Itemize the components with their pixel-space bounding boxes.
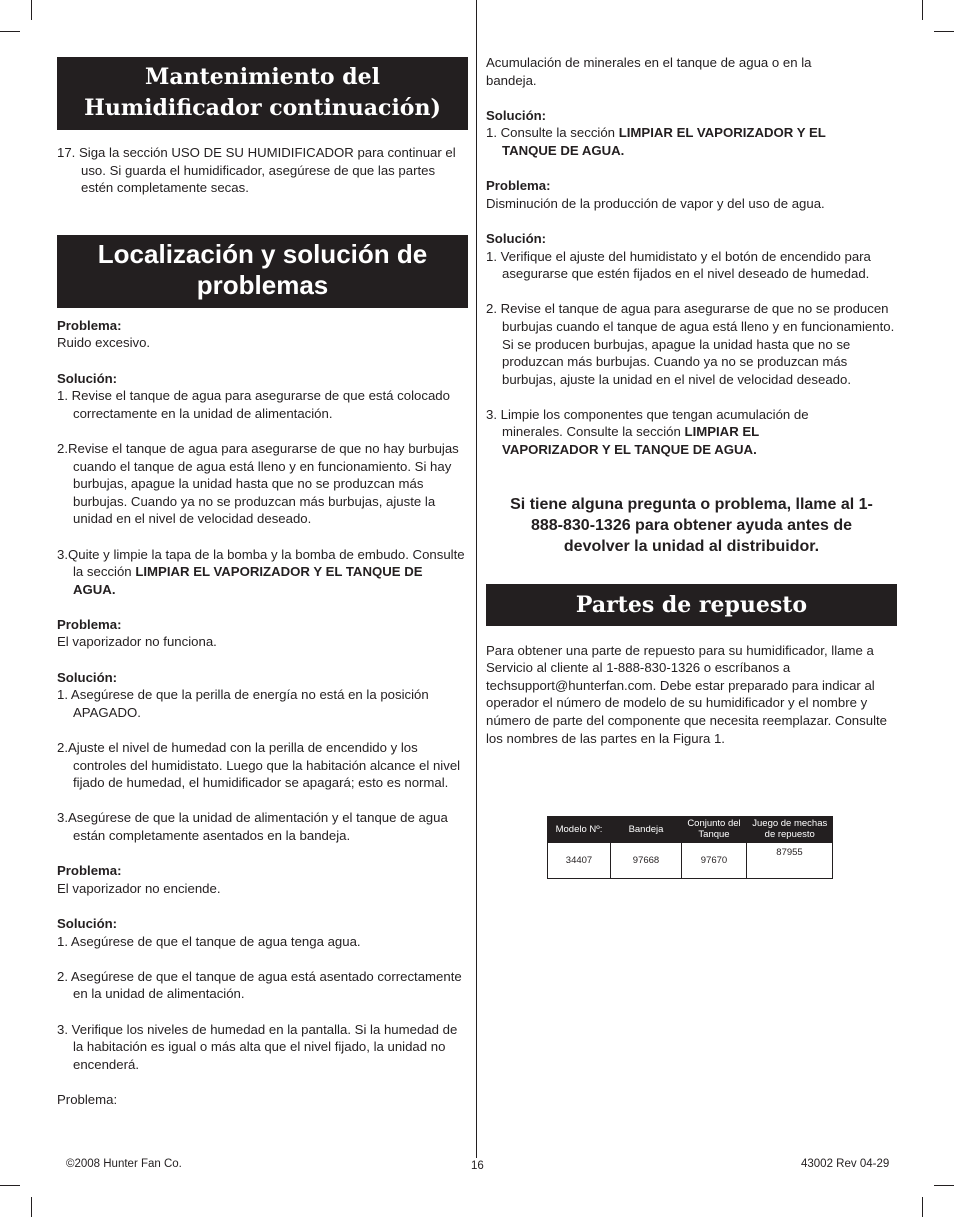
step-17: 17. Siga la sección USO DE SU HUMIDIFICADOR para continuar el uso. Si guarda el humidificador, asegúrese de que las partes estén completamente secas.	[57, 145, 456, 196]
table-header: Bandeja	[611, 816, 682, 843]
support-call-notice: Si tiene alguna pregunta o problema, llame al 1-888-830-1326 para obtener ayuda antes de devolver la unidad al distribuidor.	[510, 495, 873, 555]
table-cell: 97670	[682, 843, 747, 879]
table-header: Juego de mechas de repuesto	[747, 816, 833, 843]
crop-mark	[922, 1197, 923, 1217]
solution-label: Solución:	[57, 370, 118, 386]
solution-step: 1. Revise el tanque de agua para asegurarse de que está colocado correctamente en la unidad de alimentación.	[57, 388, 450, 421]
problem-text: El vaporizador no funciona.	[57, 634, 217, 650]
crop-mark	[934, 31, 954, 32]
crop-mark	[922, 0, 923, 20]
solution-step: 1. Asegúrese de que el tanque de agua tenga agua.	[57, 933, 361, 949]
maintenance-heading: Mantenimiento del Humidificador continuación)	[57, 57, 468, 130]
solution-label: Solución:	[486, 107, 547, 123]
solution-step: 3.Quite y limpie la tapa de la bomba y la bomba de embudo. Consulte la sección LIMPIAR EL VAPORIZADOR Y EL TANQUE DE AGUA.	[57, 546, 465, 597]
right-column	[486, 54, 897, 747]
page-number: 16	[471, 1160, 484, 1172]
footer-copyright: ©2008 Hunter Fan Co.	[66, 1158, 182, 1170]
problem-text: El vaporizador no enciende.	[57, 880, 221, 896]
solution-label: Solución:	[57, 669, 118, 685]
solution-step: 3. Verifique los niveles de humedad en la pantalla. Si la humedad de la habitación es igual o más alta que el nivel fijado, la unidad no encenderá.	[57, 1021, 458, 1072]
table-header: Conjunto del Tanque	[682, 816, 747, 843]
table-cell: 34407	[548, 843, 611, 879]
table-cell: 97668	[611, 843, 682, 879]
crop-mark	[31, 1197, 32, 1217]
solution-step: 1. Consulte la sección LIMPIAR EL VAPORIZADOR Y EL TANQUE DE AGUA.	[486, 125, 826, 158]
crop-mark	[0, 1185, 20, 1186]
problem-text: Ruido excesivo.	[57, 335, 151, 351]
problem-label: Problema:	[57, 616, 122, 632]
problem-label: Problema:	[486, 178, 551, 194]
troubleshooting-heading: Localización y solución de problemas	[57, 235, 468, 308]
solution-label: Solución:	[57, 915, 118, 931]
solution-label: Solución:	[486, 230, 547, 246]
document-revision: 43002 Rev 04-29	[801, 1158, 890, 1170]
table-header-row	[548, 816, 833, 843]
table-cell: 87955	[747, 843, 833, 879]
parts-table	[547, 816, 833, 879]
problem-label: Problema:	[57, 863, 122, 879]
table-row	[548, 843, 833, 879]
solution-step: 3. Limpie los componentes que tengan acumulación de minerales. Consulte la sección LIMPIAR EL VAPORIZADOR Y EL TANQUE DE AGUA.	[486, 406, 809, 458]
solution-step: 1. Verifique el ajuste del humidistato y el botón de encendido para asegurarse que estén fijados en el nivel deseado de humedad.	[486, 248, 871, 282]
table-header: Modelo Nº:	[548, 816, 611, 843]
problem-label: Problema:	[57, 1091, 118, 1107]
column-divider	[476, 0, 477, 1158]
spare-parts-text: Para obtener una parte de repuesto para su humidificador, llame a Servicio al cliente al 1-888-830-1326 o escríbanos a techsupport@hunterfan.com. Debe estar preparado para indicar al operador el número de modelo de su humidificador y el nombre y número de parte del componente que necesita reemplazar. Consulte los nombres de las partes en la Figura 1.	[486, 642, 888, 746]
problem-text: Acumulación de minerales en el tanque de agua o en la bandeja.	[486, 55, 812, 88]
solution-step: 2. Revise el tanque de agua para asegurarse de que no se producen burbujas cuando el tanque de agua está lleno y en funcionamiento. Si se producen burbujas, apague la unidad hasta que no se produzcan más burbujas. Cuando ya no se produzcan más burbujas, ajuste la unidad en el nivel de velocidad deseado.	[486, 301, 895, 387]
solution-step: 2. Asegúrese de que el tanque de agua está asentado correctamente en la unidad de alimentación.	[57, 968, 462, 1002]
crop-mark	[0, 31, 20, 32]
problem-label: Problema:	[57, 317, 122, 333]
crop-mark	[31, 0, 32, 20]
solution-step: 2.Ajuste el nivel de humedad con la perilla de encendido y los controles del humidistato. Luego que la habitación alcance el nivel fijado de humedad, el humidificador se apagará; esto es normal.	[57, 740, 461, 791]
spare-parts-heading: Partes de repuesto	[486, 584, 897, 626]
solution-step: 3.Asegúrese de que la unidad de alimentación y el tanque de agua están completamente asentados en la bandeja.	[57, 810, 448, 843]
solution-step: 1. Asegúrese de que la perilla de energía no está en la posición APAGADO.	[57, 687, 429, 720]
problem-text: Disminución de la producción de vapor y del uso de agua.	[486, 195, 825, 211]
left-column	[57, 57, 468, 1109]
solution-step: 2.Revise el tanque de agua para asegurarse de que no hay burbujas cuando el tanque de agua está lleno y en funcionamiento. Si hay burbujas, apague la unidad hasta que no se produzcan más burbujas. Cuando ya no se produzcan más burbujas, ajuste la unidad en el nivel de velocidad deseado.	[57, 440, 459, 527]
crop-mark	[934, 1185, 954, 1186]
